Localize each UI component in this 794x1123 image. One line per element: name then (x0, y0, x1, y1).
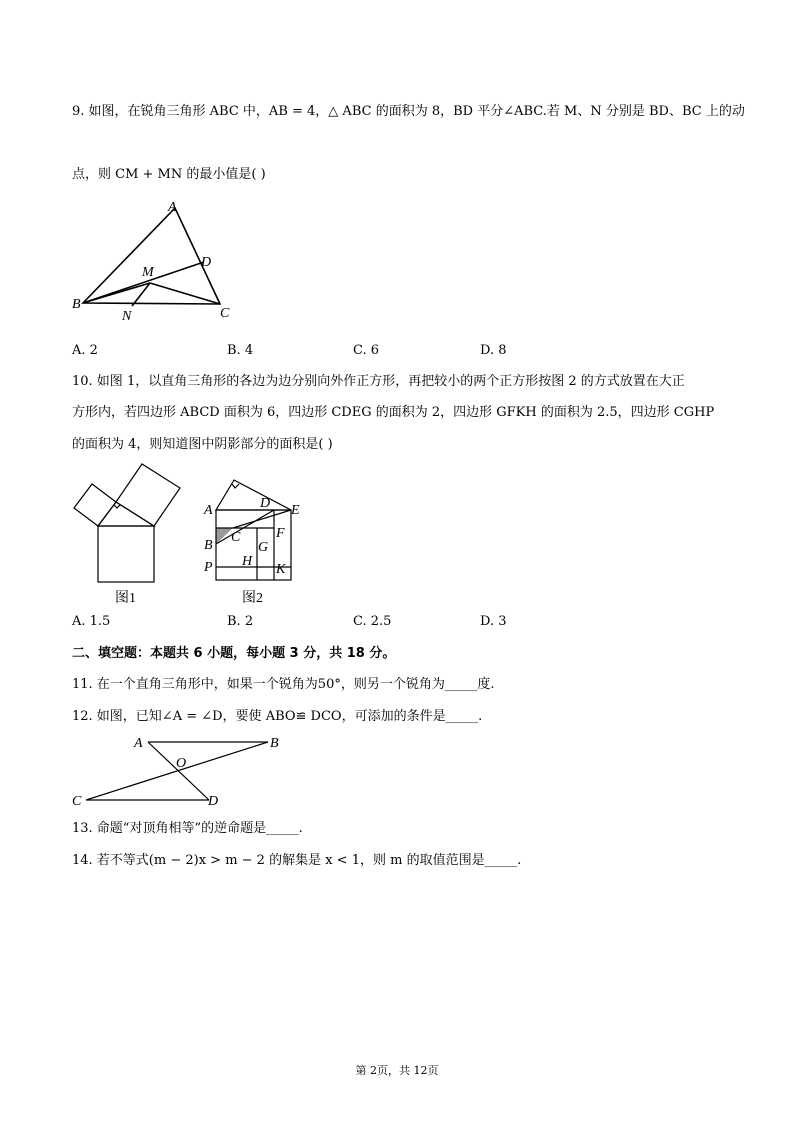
q10-label-D: D (260, 496, 271, 511)
q9-label-B: B (72, 297, 81, 312)
q10-label-P: P (204, 560, 213, 575)
q10-label-C: C (231, 530, 241, 545)
page-footer: 第 2页，共 12页 (355, 1064, 439, 1077)
q9-label-D: D (201, 255, 212, 270)
q10-fig2-caption: 图2 (242, 591, 263, 606)
q10-label-H: H (242, 554, 253, 569)
q10-text-line3: 的面积为 4，则知道图中阴影部分的面积是( ) (72, 437, 333, 452)
q10-label-A: A (204, 503, 213, 518)
q9-option-a: A. 2 (72, 343, 98, 358)
q10-option-d: D. 3 (480, 614, 507, 629)
q10-option-c: C. 2.5 (353, 614, 392, 629)
q12-label-O: O (176, 756, 187, 771)
q9-label-N: N (122, 309, 132, 324)
q10-text-line1: 10. 如图 1，以直角三角形的各边为边分别向外作正方形，再把较小的两个正方形按图 2 的方式放置在大正 (72, 374, 685, 389)
q10-option-b: B. 2 (227, 614, 254, 629)
q9-option-b: B. 4 (227, 343, 254, 358)
section-2-heading: 二、填空题：本题共 6 小题，每小题 3 分，共 18 分。 (72, 646, 396, 661)
q9-label-A: A (168, 200, 177, 215)
q9-text-line1: 9. 如图，在锐角三角形 ABC 中，AB = 4，△ ABC 的面积为 8，BD 平分∠ABC.若 M、N 分别是 BD、BC 上的动 (72, 104, 745, 119)
q9-label-M: M (142, 265, 154, 280)
q12-text: 12. 如图，已知∠A = ∠D，要使 ABO≌ DCO，可添加的条件是_____. (72, 709, 483, 724)
q10-label-E: E (291, 503, 300, 518)
q10-text-line2: 方形内，若四边形 ABCD 面积为 6，四边形 CDEG 的面积为 2，四边形 GFKH 的面积为 2.5，四边形 CGHP (72, 405, 715, 420)
q9-text-line2: 点，则 CM + MN 的最小值是( ) (72, 167, 266, 182)
q9-option-c: C. 6 (353, 343, 380, 358)
q10-label-B: B (204, 538, 213, 553)
q12-label-A: A (134, 736, 143, 751)
q11-text: 11. 在一个直角三角形中，如果一个锐角为50°，则另一个锐角为_____度. (72, 677, 495, 692)
q10-label-K: K (276, 562, 286, 577)
q10-label-F: F (276, 526, 285, 541)
q14-text: 14. 若不等式(m − 2)x > m − 2 的解集是 x < 1，则 m 的取值范围是_____. (72, 853, 522, 868)
q10-fig1-caption: 图1 (115, 591, 136, 606)
q10-label-G: G (258, 540, 269, 555)
q12-figure (68, 732, 288, 812)
q12-label-D: D (208, 794, 219, 809)
q10-option-a: A. 1.5 (72, 614, 111, 629)
q10-figure-2 (200, 470, 320, 622)
q9-label-C: C (220, 306, 230, 321)
q13-text: 13. 命题“对顶角相等”的逆命题是_____. (72, 821, 303, 836)
q9-option-d: D. 8 (480, 343, 507, 358)
q12-label-C: C (72, 794, 82, 809)
q9-triangle-figure (68, 196, 248, 326)
q10-figure-1 (68, 458, 188, 608)
q12-label-B: B (270, 736, 279, 751)
